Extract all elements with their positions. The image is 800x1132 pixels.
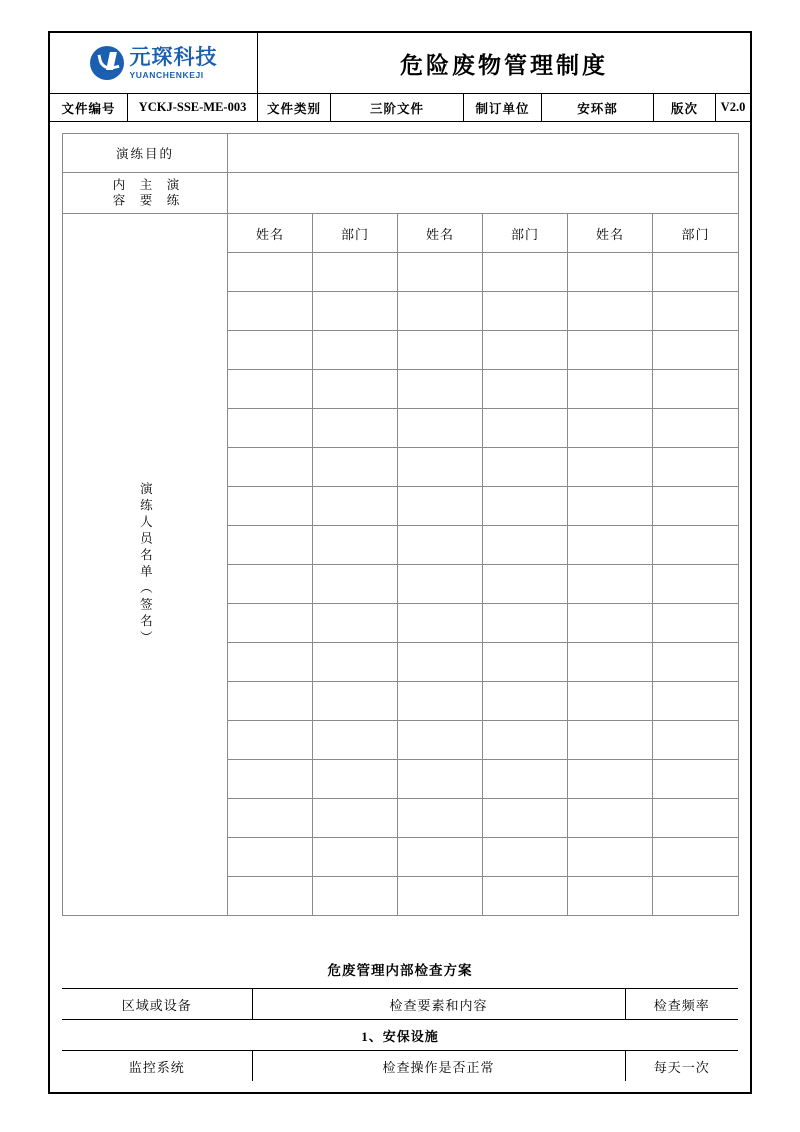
roster-cell[interactable] xyxy=(653,331,739,370)
dept-value: 安环部 xyxy=(542,94,654,121)
roster-cell[interactable] xyxy=(653,448,739,487)
roster-cell[interactable] xyxy=(313,799,398,838)
table-row xyxy=(62,1051,738,1082)
company-name-en: YUANCHENKEJI xyxy=(129,69,204,80)
roster-cell[interactable] xyxy=(228,760,313,799)
roster-cell[interactable] xyxy=(653,292,739,331)
title-cell xyxy=(258,33,750,93)
roster-header-name-2: 姓名 xyxy=(398,214,483,253)
document-header xyxy=(50,33,750,94)
roster-cell[interactable] xyxy=(228,604,313,643)
roster-cell[interactable] xyxy=(313,604,398,643)
drill-content-label-col2: 主要 xyxy=(138,177,152,209)
document-body xyxy=(50,122,750,1093)
roster-cell[interactable] xyxy=(568,682,653,721)
doc-no-value: YCKJ-SSE-ME-003 xyxy=(128,94,258,121)
roster-cell[interactable] xyxy=(398,838,483,877)
table-header-row xyxy=(62,989,738,1020)
roster-cell[interactable] xyxy=(483,721,568,760)
roster-cell[interactable] xyxy=(653,604,739,643)
roster-label-cell xyxy=(63,214,228,916)
roster-cell[interactable] xyxy=(568,448,653,487)
roster-cell[interactable] xyxy=(568,760,653,799)
roster-cell[interactable] xyxy=(228,721,313,760)
roster-cell[interactable] xyxy=(228,877,313,916)
roster-cell[interactable] xyxy=(398,292,483,331)
roster-cell[interactable] xyxy=(228,253,313,292)
inspection-row-content: 检查操作是否正常 xyxy=(252,1051,625,1082)
version-label: 版次 xyxy=(654,94,716,121)
roster-cell[interactable] xyxy=(228,643,313,682)
drill-record-table xyxy=(62,133,739,916)
roster-cell[interactable] xyxy=(653,565,739,604)
drill-content-label-col1: 内容 xyxy=(111,177,125,209)
roster-cell[interactable] xyxy=(483,409,568,448)
roster-header-name-1: 姓名 xyxy=(228,214,313,253)
roster-cell[interactable] xyxy=(398,331,483,370)
roster-cell[interactable] xyxy=(313,526,398,565)
roster-cell[interactable] xyxy=(568,409,653,448)
roster-cell[interactable] xyxy=(313,643,398,682)
roster-cell[interactable] xyxy=(398,565,483,604)
drill-content-value[interactable] xyxy=(228,173,739,214)
inspection-table xyxy=(62,989,738,1081)
roster-cell[interactable] xyxy=(313,760,398,799)
roster-cell[interactable] xyxy=(313,838,398,877)
roster-cell[interactable] xyxy=(228,331,313,370)
roster-cell[interactable] xyxy=(568,253,653,292)
roster-cell[interactable] xyxy=(483,526,568,565)
roster-cell[interactable] xyxy=(483,292,568,331)
roster-cell[interactable] xyxy=(653,760,739,799)
roster-cell[interactable] xyxy=(568,370,653,409)
roster-cell[interactable] xyxy=(313,448,398,487)
roster-cell[interactable] xyxy=(483,799,568,838)
roster-cell[interactable] xyxy=(228,526,313,565)
roster-cell[interactable] xyxy=(313,721,398,760)
roster-cell[interactable] xyxy=(398,370,483,409)
roster-cell[interactable] xyxy=(653,877,739,916)
inspection-header-content: 检查要素和内容 xyxy=(252,989,625,1020)
roster-cell[interactable] xyxy=(483,760,568,799)
roster-cell[interactable] xyxy=(568,526,653,565)
roster-cell[interactable] xyxy=(398,409,483,448)
page-title: 危险废物管理制度 xyxy=(400,51,608,79)
roster-cell[interactable] xyxy=(398,682,483,721)
inspection-section xyxy=(62,950,738,1081)
table-row xyxy=(63,134,739,173)
version-value: V2.0 xyxy=(720,100,746,114)
roster-cell[interactable] xyxy=(398,604,483,643)
doc-no-label: 文件编号 xyxy=(50,94,128,121)
roster-cell[interactable] xyxy=(653,370,739,409)
roster-cell[interactable] xyxy=(483,604,568,643)
company-logo-text xyxy=(129,44,218,80)
roster-cell[interactable] xyxy=(313,682,398,721)
roster-cell[interactable] xyxy=(313,253,398,292)
roster-cell[interactable] xyxy=(568,838,653,877)
roster-cell[interactable] xyxy=(653,682,739,721)
drill-purpose-label: 演练目的 xyxy=(63,134,228,173)
inspection-row-frequency: 每天一次 xyxy=(625,1051,738,1082)
roster-cell[interactable] xyxy=(568,487,653,526)
doc-type-value: 三阶文件 xyxy=(331,94,464,121)
roster-cell[interactable] xyxy=(398,760,483,799)
roster-cell[interactable] xyxy=(483,487,568,526)
roster-cell[interactable] xyxy=(313,292,398,331)
drill-purpose-value[interactable] xyxy=(228,134,739,173)
document-meta-row xyxy=(50,94,750,122)
table-row xyxy=(63,214,739,253)
roster-cell[interactable] xyxy=(483,838,568,877)
roster-header-dept-1: 部门 xyxy=(313,214,398,253)
roster-cell[interactable] xyxy=(398,253,483,292)
roster-header-dept-2: 部门 xyxy=(483,214,568,253)
roster-cell[interactable] xyxy=(568,799,653,838)
roster-cell[interactable] xyxy=(568,292,653,331)
inspection-group-label: 1、安保设施 xyxy=(62,1020,738,1051)
roster-cell[interactable] xyxy=(568,331,653,370)
roster-cell[interactable] xyxy=(568,604,653,643)
inspection-title: 危废管理内部检查方案 xyxy=(62,950,738,989)
roster-cell[interactable] xyxy=(313,565,398,604)
table-group-row xyxy=(62,1020,738,1051)
logo-cell xyxy=(50,33,258,93)
inspection-header-area: 区域或设备 xyxy=(62,989,252,1020)
inspection-row-area: 监控系统 xyxy=(62,1051,252,1082)
roster-cell[interactable] xyxy=(483,370,568,409)
company-logo-icon xyxy=(90,46,124,80)
company-name-cn: 元琛科技 xyxy=(129,44,218,69)
table-row xyxy=(63,173,739,214)
drill-content-label xyxy=(63,173,228,214)
roster-cell[interactable] xyxy=(653,487,739,526)
roster-cell[interactable] xyxy=(483,877,568,916)
roster-cell[interactable] xyxy=(483,565,568,604)
roster-header-name-3: 姓名 xyxy=(568,214,653,253)
roster-cell[interactable] xyxy=(653,253,739,292)
roster-cell[interactable] xyxy=(653,409,739,448)
roster-cell[interactable] xyxy=(653,721,739,760)
roster-cell[interactable] xyxy=(398,877,483,916)
roster-cell[interactable] xyxy=(653,838,739,877)
roster-cell[interactable] xyxy=(313,331,398,370)
roster-cell[interactable] xyxy=(228,682,313,721)
roster-cell[interactable] xyxy=(228,838,313,877)
roster-label: 演练人员名单（签名） xyxy=(138,482,153,647)
dept-label: 制订单位 xyxy=(464,94,542,121)
roster-cell[interactable] xyxy=(228,799,313,838)
roster-cell[interactable] xyxy=(568,565,653,604)
roster-cell[interactable] xyxy=(398,526,483,565)
roster-cell[interactable] xyxy=(228,487,313,526)
roster-cell[interactable] xyxy=(228,370,313,409)
roster-cell[interactable] xyxy=(653,526,739,565)
roster-cell[interactable] xyxy=(398,487,483,526)
roster-cell[interactable] xyxy=(228,565,313,604)
roster-cell[interactable] xyxy=(228,448,313,487)
roster-cell[interactable] xyxy=(483,331,568,370)
doc-type-label: 文件类别 xyxy=(258,94,331,121)
roster-cell[interactable] xyxy=(228,292,313,331)
roster-cell[interactable] xyxy=(398,643,483,682)
inspection-header-frequency: 检查频率 xyxy=(625,989,738,1020)
roster-cell[interactable] xyxy=(228,409,313,448)
roster-cell[interactable] xyxy=(313,370,398,409)
drill-content-label-col3: 演练 xyxy=(165,177,179,209)
roster-cell[interactable] xyxy=(398,448,483,487)
roster-cell[interactable] xyxy=(568,877,653,916)
document-frame xyxy=(48,31,752,1094)
roster-cell[interactable] xyxy=(313,877,398,916)
roster-cell[interactable] xyxy=(483,643,568,682)
company-logo xyxy=(90,46,218,80)
roster-cell[interactable] xyxy=(313,487,398,526)
roster-cell[interactable] xyxy=(483,253,568,292)
roster-cell[interactable] xyxy=(398,799,483,838)
roster-cell[interactable] xyxy=(568,721,653,760)
roster-cell[interactable] xyxy=(653,799,739,838)
roster-cell[interactable] xyxy=(398,721,483,760)
roster-header-dept-3: 部门 xyxy=(653,214,739,253)
roster-cell[interactable] xyxy=(653,643,739,682)
roster-cell[interactable] xyxy=(313,409,398,448)
roster-cell[interactable] xyxy=(568,643,653,682)
roster-cell[interactable] xyxy=(483,682,568,721)
roster-cell[interactable] xyxy=(483,448,568,487)
